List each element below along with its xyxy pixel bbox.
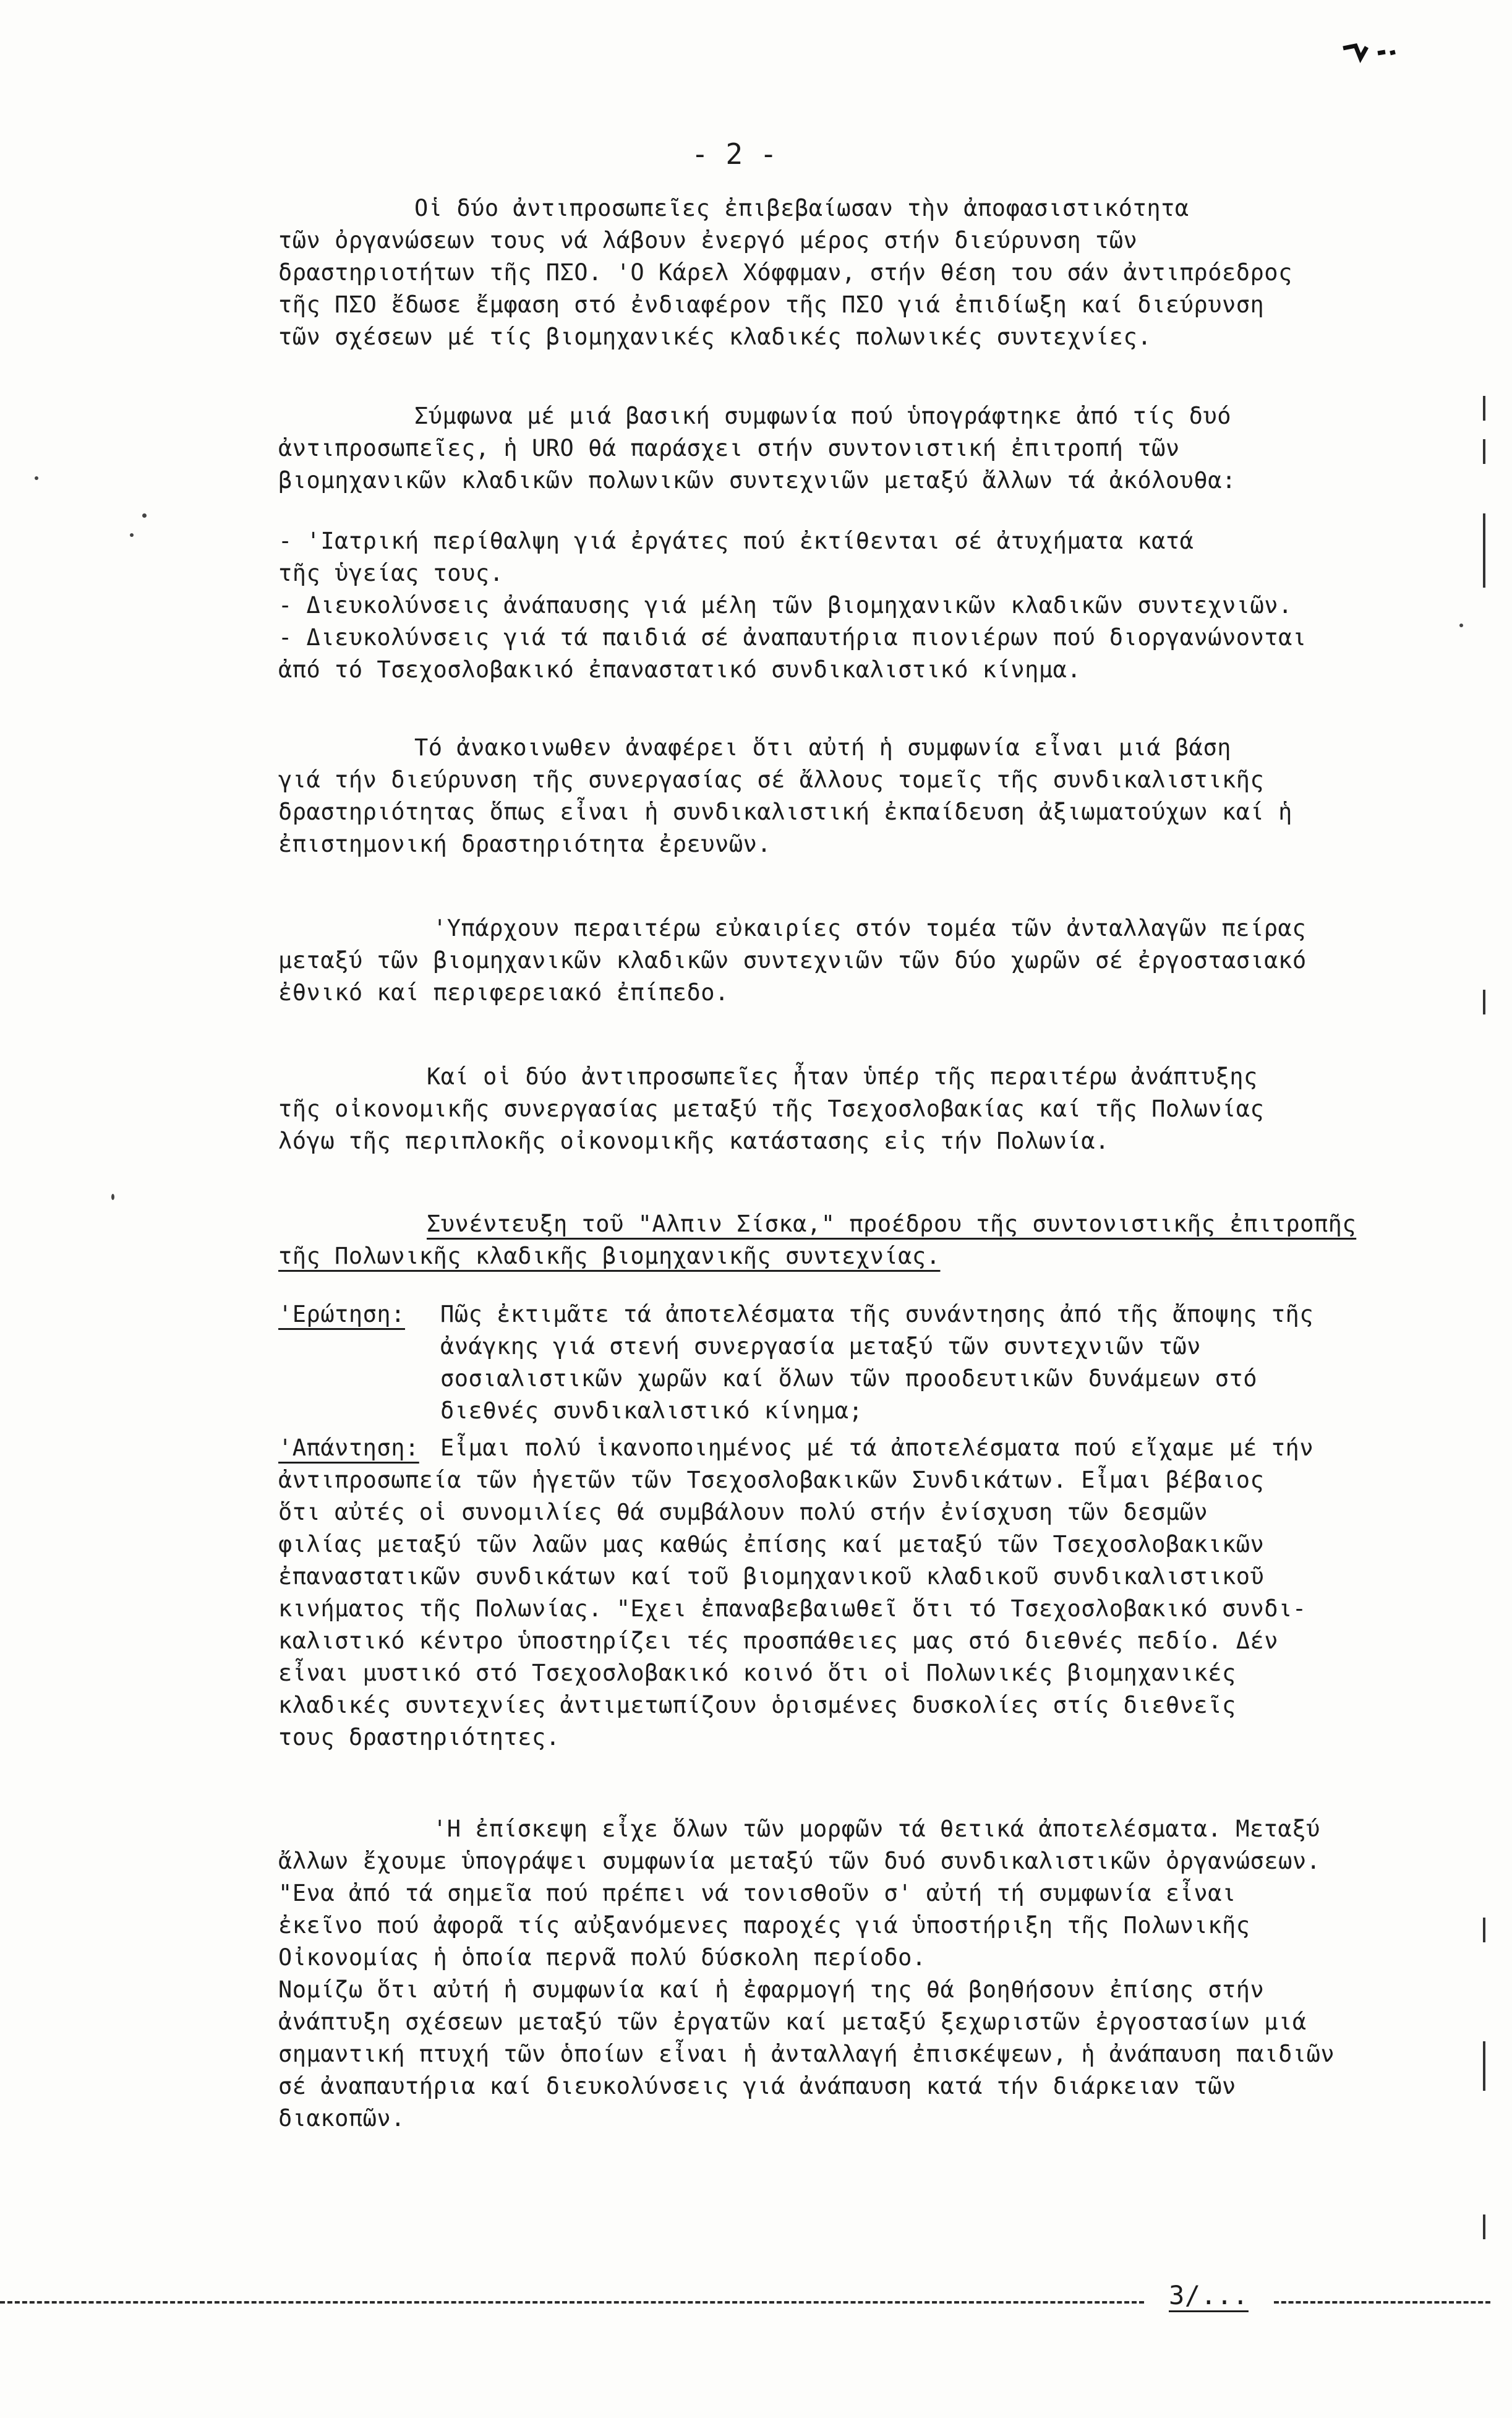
body-line: τῶν ὀργανώσεων τους νά λάβουν ἐνεργό μέρος στήν διεύρυνση τῶν: [278, 227, 1138, 254]
page-number: - 2 -: [691, 137, 777, 171]
list-item: - Διευκολύνσεις ἀνάπαυσης γιά μέλη τῶν βιομηχανικῶν κλαδικῶν συντεχνιῶν.: [278, 592, 1292, 619]
interview-heading: τῆς Πολωνικῆς κλαδικῆς βιομηχανικῆς συντεχνίας.: [278, 1243, 941, 1269]
closing-line: Νομίζω ὅτι αὐτή ἡ συμφωνία καί ἡ ἐφαρμογή της θά βοηθήσουν ἐπίσης στήν: [278, 1976, 1265, 2003]
scan-speck: [111, 1194, 114, 1200]
answer-line: καλιστικό κέντρο ὑποστηρίζει τές προσπάθειες μας στό διεθνές πεδίο. Δέν: [278, 1627, 1279, 1654]
margin-mark: [1483, 396, 1485, 421]
margin-mark: [1483, 990, 1485, 1014]
answer-label: 'Απάντηση:: [278, 1434, 419, 1461]
body-line: Τό ἀνακοινωθεν ἀναφέρει ὅτι αὐτή ἡ συμφωνία εἶναι μιά βάση: [414, 734, 1232, 761]
answer-line: τους δραστηριότητες.: [278, 1724, 560, 1751]
closing-line: Οἰκονομίας ἡ ὁποία περνᾶ πολύ δύσκολη περίοδο.: [278, 1944, 926, 1971]
footer-rule: [1274, 2301, 1490, 2304]
answer-line: ἀντιπροσωπεία τῶν ἡγετῶν τῶν Τσεχοσλοβακικῶν Συνδικάτων. Εἶμαι βέβαιος: [278, 1467, 1265, 1493]
closing-line: ἀνάπτυξη σχέσεων μεταξύ τῶν ἐργατῶν καί μεταξύ ξεχωριστῶν ἐργοστασίων μιά: [278, 2009, 1307, 2035]
list-item: - Διευκολύνσεις γιά τά παιδιά σέ ἀναπαυτήρια πιονιέρων πού διοργανώνονται: [278, 624, 1307, 651]
list-item: τῆς ὑγείας τους.: [278, 560, 504, 586]
body-line: τῆς ΠΣΟ ἔδωσε ἔμφαση στό ἐνδιαφέρον τῆς ΠΣΟ γιά ἐπιδίωξη καί διεύρυνση: [278, 291, 1265, 318]
answer-line: κινήματος τῆς Πολωνίας. "Εχει ἐπαναβεβαιωθεῖ ὅτι τό Τσεχοσλοβακικό συνδι-: [278, 1595, 1307, 1622]
body-line: ἐπιστημονική δραστηριότητα ἐρευνῶν.: [278, 831, 772, 857]
question-line: ἀνάγκης γιά στενή συνεργασία μεταξύ τῶν συντεχνιῶν τῶν: [440, 1333, 1201, 1360]
margin-mark: [1483, 2214, 1485, 2239]
scan-speck: [130, 533, 134, 537]
body-line: τῆς οἰκονομικῆς συνεργασίας μεταξύ τῆς Τσεχοσλοβακίας καί τῆς Πολωνίας: [278, 1095, 1265, 1122]
body-line: ἀντιπροσωπεῖες, ἡ URO θά παράσχει στήν συντονιστική ἐπιτροπή τῶν: [278, 435, 1180, 461]
answer-line: φιλίας μεταξύ τῶν λαῶν μας καθώς ἐπίσης καί μεταξύ τῶν Τσεχοσλοβακικῶν: [278, 1531, 1265, 1558]
scan-speck: [35, 476, 38, 480]
body-line: Καί οἱ δύο ἀντιπροσωπεῖες ἦταν ὑπέρ τῆς περαιτέρω ἀνάπτυξης: [427, 1063, 1258, 1090]
corner-ink-mark: [1342, 40, 1398, 64]
interview-heading: Συνέντευξη τοῦ "Αλπιν Σίσκα," προέδρου τῆς συντονιστικῆς ἐπιτροπῆς: [427, 1211, 1357, 1237]
closing-line: "Ενα ἀπό τά σημεῖα πού πρέπει νά τονισθοῦν σ' αὐτή τή συμφωνία εἶναι: [278, 1880, 1236, 1906]
closing-line: διακοπῶν.: [278, 2105, 405, 2132]
margin-mark: [1483, 439, 1485, 464]
answer-line: ὅτι αὐτές οἱ συνομιλίες θά συμβάλουν πολύ στήν ἐνίσχυση τῶν δεσμῶν: [278, 1499, 1208, 1525]
closing-line: ἐκεῖνο πού ἀφορᾶ τίς αὐξανόμενες παροχές γιά ὑποστήριξη τῆς Πολωνικῆς: [278, 1912, 1250, 1939]
list-item: ἀπό τό Τσεχοσλοβακικό ἐπαναστατικό συνδικαλιστικό κίνημα.: [278, 656, 1082, 683]
question-line: σοσιαλιστικῶν χωρῶν καί ὅλων τῶν προοδευτικῶν δυνάμεων στό: [440, 1365, 1258, 1392]
body-line: ἐθνικό καί περιφερειακό ἐπίπεδο.: [278, 979, 729, 1006]
list-item: - 'Ιατρική περίθαλψη γιά ἐργάτες πού ἐκτίθενται σέ ἀτυχήματα κατά: [278, 528, 1194, 554]
answer-line: κλαδικές συντεχνίες ἀντιμετωπίζουν ὁρισμένες δυσκολίες στίς διεθνεῖς: [278, 1692, 1236, 1718]
margin-mark: [1483, 2041, 1485, 2091]
closing-line: σέ ἀναπαυτήρια καί διευκολύνσεις γιά ἀνάπαυση κατά τήν διάρκειαν τῶν: [278, 2073, 1236, 2099]
answer-line: Εἶμαι πολύ ἱκανοποιημένος μέ τά ἀποτελέσματα πού εἴχαμε μέ τήν: [440, 1434, 1314, 1461]
question-line: Πῶς ἐκτιμᾶτε τά ἀποτελέσματα τῆς συνάντησης ἀπό τῆς ἄποψης τῆς: [440, 1301, 1314, 1327]
footer-rule: [0, 2301, 1144, 2304]
closing-line: 'Η ἐπίσκεψη εἶχε ὅλων τῶν μορφῶν τά θετικά ἀποτελέσματα. Μεταξύ: [433, 1816, 1320, 1842]
body-line: δραστηριότητας ὅπως εἶναι ἡ συνδικαλιστική ἐκπαίδευση ἀξιωματούχων καί ἡ: [278, 799, 1292, 825]
body-line: τῶν σχέσεων μέ τίς βιομηχανικές κλαδικές πολωνικές συντεχνίες.: [278, 324, 1152, 350]
closing-line: ἄλλων ἔχουμε ὑπογράψει συμφωνία μεταξύ τῶν δυό συνδικαλιστικῶν ὀργανώσεων.: [278, 1848, 1321, 1874]
body-line: Οἱ δύο ἀντιπροσωπεῖες ἐπιβεβαίωσαν τὴν ἀποφασιστικότητα: [414, 195, 1189, 221]
body-line: 'Υπάρχουν περαιτέρω εὐκαιρίες στόν τομέα τῶν ἀνταλλαγῶν πείρας: [433, 915, 1307, 941]
question-label: 'Ερώτηση:: [278, 1301, 405, 1327]
margin-mark: [1483, 1918, 1485, 1942]
scan-speck: [142, 513, 147, 518]
continuation-marker: 3/...: [1169, 2280, 1249, 2310]
question-line: διεθνές συνδικαλιστικό κίνημα;: [440, 1397, 863, 1424]
body-line: βιομηχανικῶν κλαδικῶν πολωνικῶν συντεχνιῶν μεταξύ ἄλλων τά ἀκόλουθα:: [278, 467, 1236, 494]
body-line: μεταξύ τῶν βιομηχανικῶν κλαδικῶν συντεχνιῶν τῶν δύο χωρῶν σέ ἐργοστασιακό: [278, 947, 1307, 974]
body-line: δραστηριοτήτων τῆς ΠΣΟ. 'Ο Κάρελ Χόφφμαν, στήν θέση του σάν ἀντιπρόεδρος: [278, 259, 1292, 286]
body-line: λόγω τῆς περιπλοκῆς οἰκονομικῆς κατάστασης εἰς τήν Πολωνία.: [278, 1128, 1109, 1154]
body-line: γιά τήν διεύρυνση τῆς συνεργασίας σέ ἄλλους τομεῖς τῆς συνδικαλιστικῆς: [278, 766, 1265, 793]
answer-line: εἶναι μυστικό στό Τσεχοσλοβακικό κοινό ὅτι οἱ Πολωνικές βιομηχανικές: [278, 1660, 1236, 1686]
answer-line: ἐπαναστατικῶν συνδικάτων καί τοῦ βιομηχανικοῦ κλαδικοῦ συνδικαλιστικοῦ: [278, 1563, 1265, 1590]
margin-mark: [1483, 513, 1485, 588]
body-line: Σύμφωνα μέ μιά βασική συμφωνία πού ὑπογράφτηκε ἀπό τίς δυό: [414, 403, 1232, 429]
closing-line: σημαντική πτυχή τῶν ὁποίων εἶναι ἡ ἀνταλλαγή ἐπισκέψεων, ἡ ἀνάπαυση παιδιῶν: [278, 2041, 1335, 2067]
scan-speck: [1459, 624, 1463, 627]
